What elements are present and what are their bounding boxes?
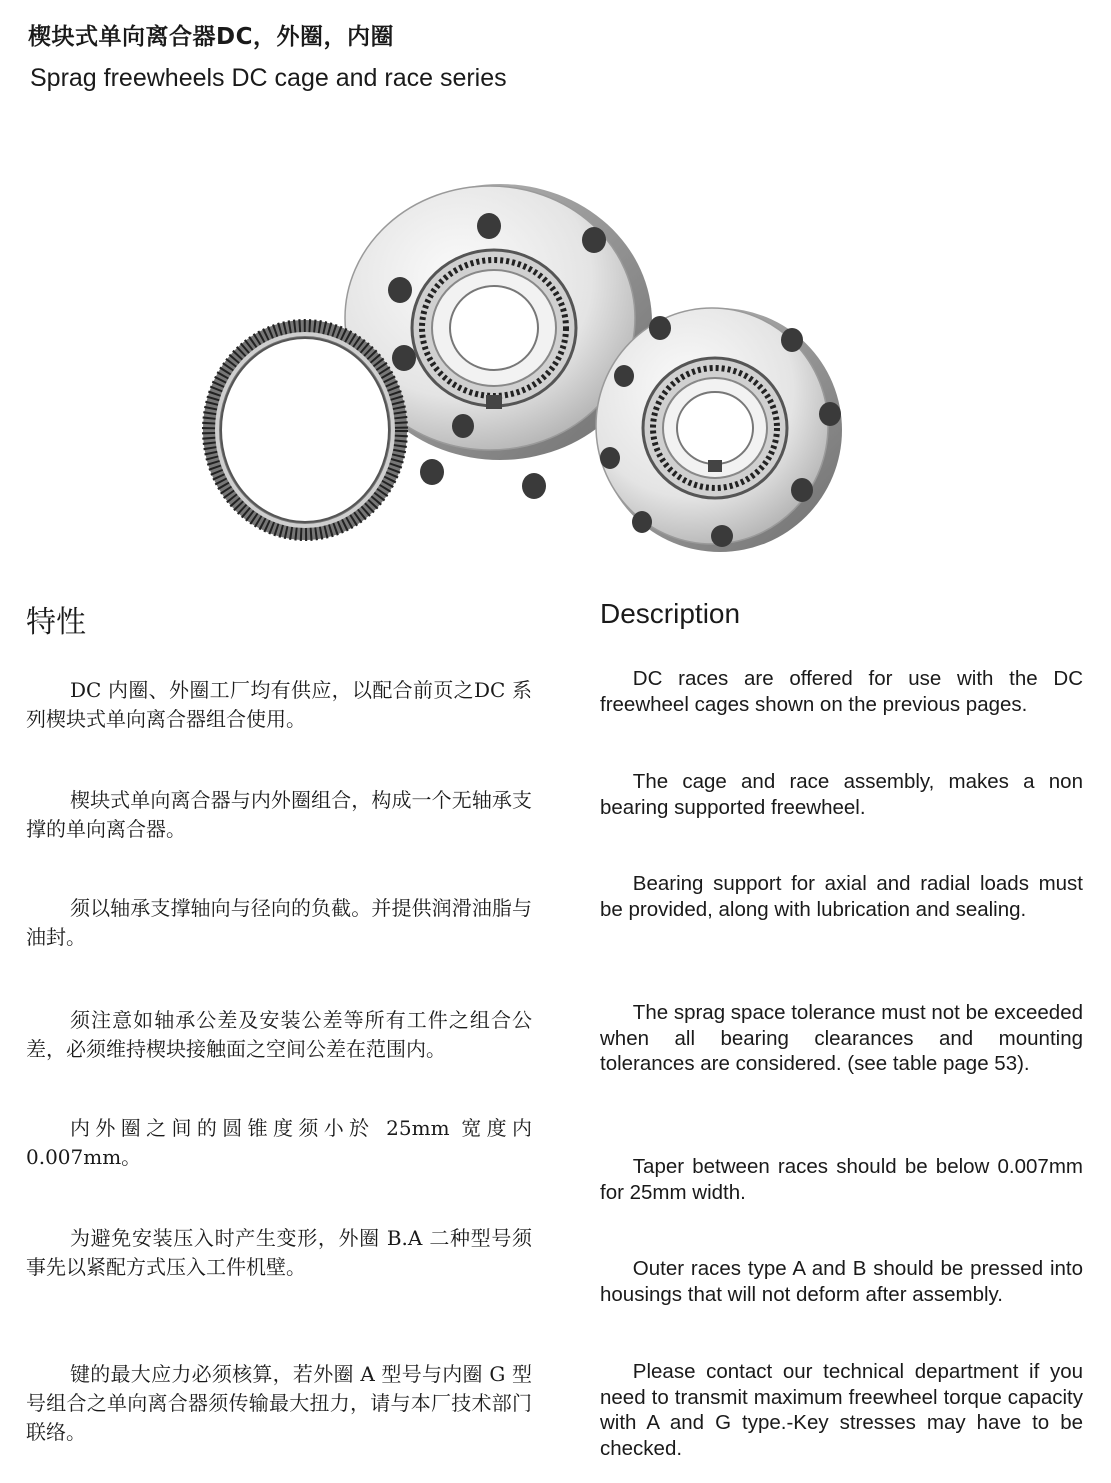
feature-paragraph: 须注意如轴承公差及安装公差等所有工件之组合公差，必须维持楔块接触面之空间公差在范围内。 [26,1008,532,1061]
feature-paragraph: 须以轴承支撑轴向与径向的负截。并提供润滑油脂与油封。 [26,896,532,949]
description-paragraph: The sprag space tolerance must not be exceeded when all bearing clearances and mounting tolerances are considered. (see table page 53). [600,1001,1083,1075]
description-paragraph: Please contact our technical department if you need to transmit maximum freewheel torque capacity with A and G type.-Key stresses may have to be checked. [600,1360,1083,1460]
description-paragraph: Bearing support for axial and radial loads must be provided, along with lubrication and sealing. [600,872,1083,921]
sprag-cage [203,320,407,540]
features-heading: 特性 [26,605,86,640]
description-paragraph: DC races are offered for use with the DC freewheel cages shown on the previous pages. [600,667,1083,716]
feature-paragraph: 键的最大应力必须核算，若外圈 A 型号与内圈 G 型号组合之单向离合器须传输最大扭力，请与本厂技术部门联络。 [26,1362,532,1444]
description-heading: Description [600,598,741,629]
small-outer-race [596,308,842,552]
description-paragraph: Outer races type A and B should be pressed into housings that will not deform after assembly. [600,1257,1083,1306]
product-photo [190,180,850,570]
feature-paragraph: DC 内圈、外圈工厂均有供应，以配合前页之DC 系列楔块式单向离合器组合使用。 [26,678,532,731]
feature-paragraph: 为避免安装压入时产生变形，外圈 B.A 二种型号须事先以紧配方式压入工件机壁。 [26,1226,532,1279]
feature-paragraph: 楔块式单向离合器与内外圈组合，构成一个无轴承支撑的单向离合器。 [26,788,532,841]
page-title-cn: 楔块式单向离合器DC，外圈，内圈 [28,24,394,50]
description-paragraph: The cage and race assembly, makes a non bearing supported freewheel. [600,770,1083,819]
description-paragraph: Taper between races should be below 0.007mm for 25mm width. [600,1155,1083,1204]
page-title-en: Sprag freewheels DC cage and race series [30,64,507,92]
feature-paragraph: 内外圈之间的圆锥度须小於 25mm 宽度内 0.007mm。 [26,1116,532,1169]
